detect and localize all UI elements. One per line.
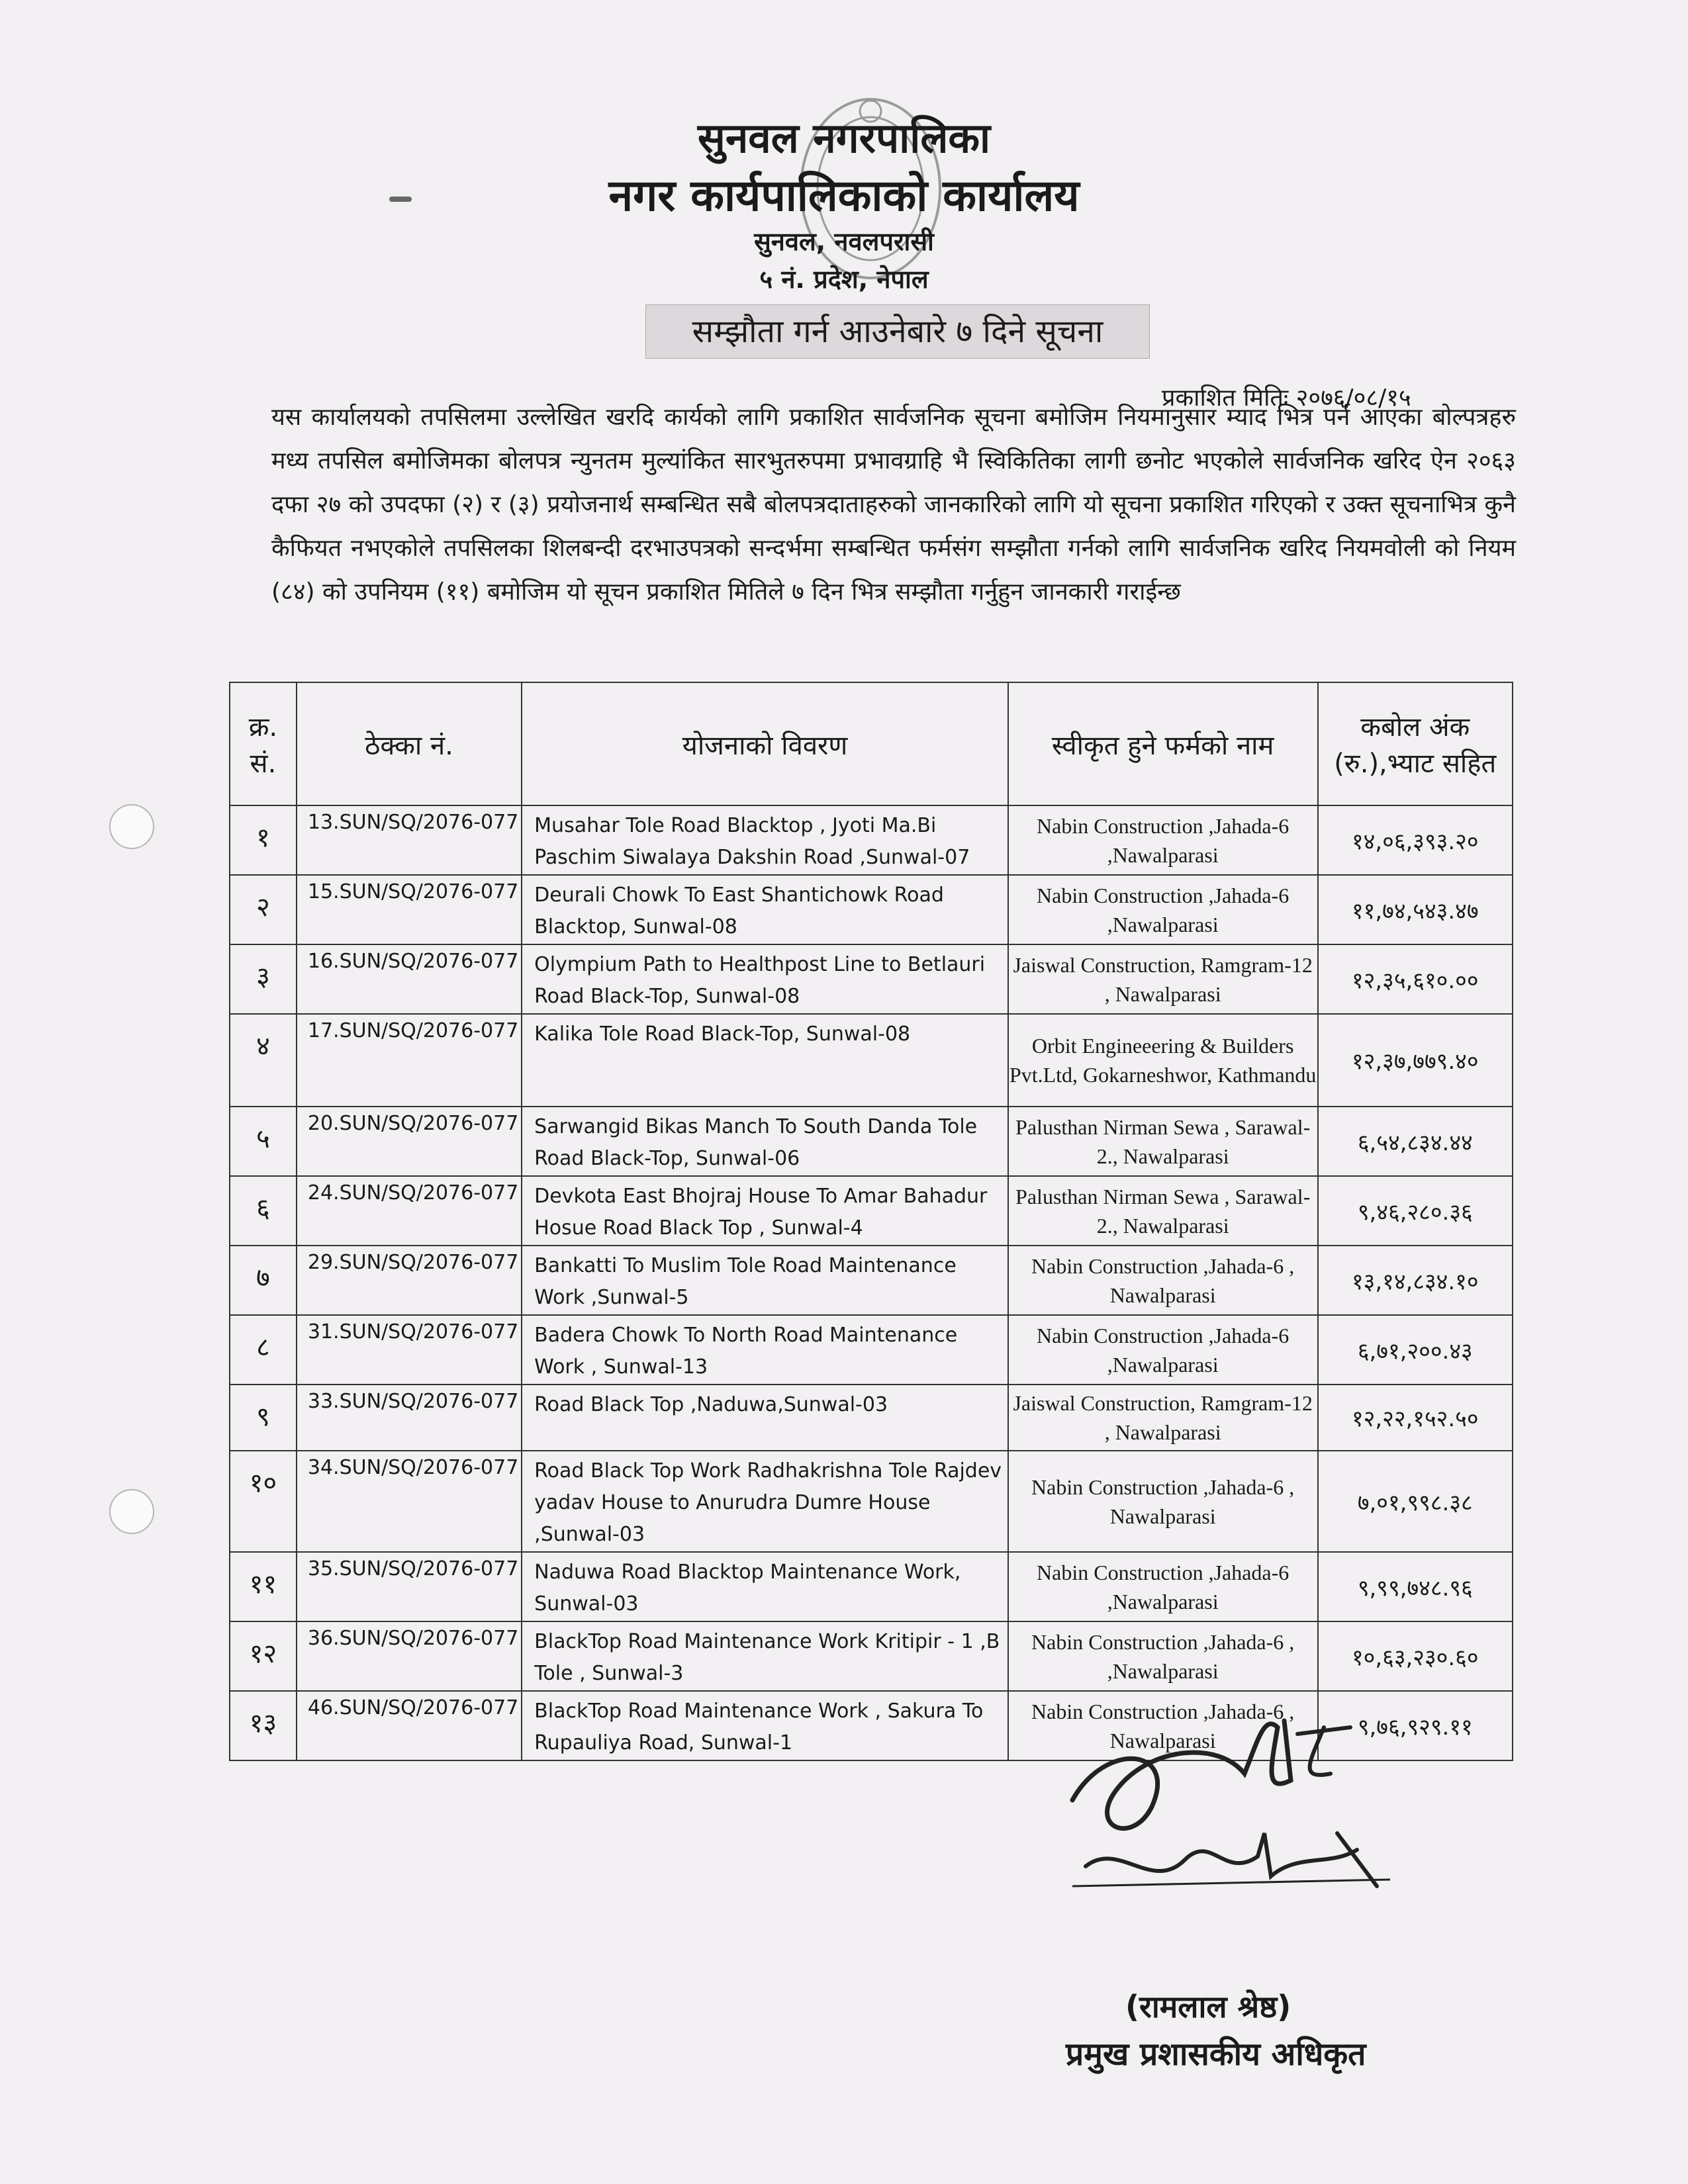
- cell-firm: Nabin Construction ,Jahada-6 , ,Nawalparasi: [1008, 1621, 1318, 1691]
- cell-firm: Nabin Construction ,Jahada-6 ,Nawalparasi: [1008, 875, 1318, 944]
- cell-sn: १: [230, 805, 297, 875]
- cell-amount: १२,२२,१५२.५०: [1318, 1385, 1513, 1451]
- cell-description: Bankatti To Muslim Tole Road Maintenance Work ,Sunwal-5: [522, 1246, 1008, 1315]
- cell-firm: Nabin Construction ,Jahada-6 , Nawalparasi: [1008, 1451, 1318, 1552]
- cell-amount: ९,९९,७४८.९६: [1318, 1552, 1513, 1621]
- notice-title: सम्झौता गर्न आउनेबारे ७ दिने सूचना: [645, 304, 1150, 359]
- table-row: [230, 805, 1513, 875]
- table-row: [230, 944, 1513, 1014]
- cell-amount: १२,३५,६१०.००: [1318, 944, 1513, 1014]
- notice-body: यस कार्यालयको तपसिलमा उल्लेखित खरदि कार्यको लागि प्रकाशित सार्वजनिक सूचना बमोजिम नियमानुसार म्याद भित्र पर्न आएका बोल्पत्रहरु मध्य तपसिल बमोजिमका बोलपत्र न्युनतम मुल्यांकित सारभुतरुपमा प्रभावग्राहि भै स्विकितिका लागी छनोट भएकोले सार्वजनिक खरिद ऐन २०६३ दफा २७ को उपदफा (२) र (३) प्रयोजनार्थ सम्बन्धित सबै बोलपत्रदाताहरुको जानकारिको लागि यो सूचना प्रकाशित गरिएको र उक्त सूचनाभित्र कुनै कैफियत नभएकोले तपसिलका शिलबन्दी दरभाउपत्रको सन्दर्भमा सम्बन्धित फर्मसंग सम्झौता गर्नको लागि सार्वजनिक खरिद नियमवोली को नियम (८४) को उपनियम (११) बमोजिम यो सूचन प्रकाशित मितिले ७ दिन भित्र सम्झौता गर्नुहुन जानकारी गराईन्छ: [271, 404, 1516, 606]
- cell-firm: Nabin Construction ,Jahada-6 , Nawalparasi: [1008, 1691, 1318, 1760]
- punch-hole-top: [109, 804, 154, 849]
- cell-contract-no: 20.SUN/SQ/2076-077: [297, 1107, 522, 1176]
- office-name: नगर कार्यपालिकाको कार्यालय: [608, 170, 1080, 221]
- cell-description: Olympium Path to Healthpost Line to Betlauri Road Black-Top, Sunwal-08: [522, 944, 1008, 1014]
- cell-description: Devkota East Bhojraj House To Amar Bahadur Hosue Road Black Top , Sunwal-4: [522, 1176, 1008, 1246]
- cell-sn: ३: [230, 944, 297, 1014]
- cell-amount: ६,५४,८३४.४४: [1318, 1107, 1513, 1176]
- cell-description: Naduwa Road Blacktop Maintenance Work, Sunwal-03: [522, 1552, 1008, 1621]
- cell-firm: Palusthan Nirman Sewa , Sarawal-2., Nawalparasi: [1008, 1107, 1318, 1176]
- cell-amount: १३,१४,८३४.१०: [1318, 1246, 1513, 1315]
- cell-firm: Nabin Construction ,Jahada-6 ,Nawalparasi: [1008, 1552, 1318, 1621]
- table-row: [230, 875, 1513, 944]
- signatory-name: (रामलाल श्रेष्ठ): [1125, 1989, 1291, 2025]
- cell-amount: ६,७१,२००.४३: [1318, 1315, 1513, 1385]
- header-firm: स्वीकृत हुने फर्मको नाम: [1008, 682, 1318, 805]
- cell-amount: १४,०६,३९३.२०: [1318, 805, 1513, 875]
- office-province: ५ नं. प्रदेश, नेपाल: [759, 265, 929, 294]
- cell-firm: Palusthan Nirman Sewa , Sarawal-2., Nawalparasi: [1008, 1176, 1318, 1246]
- table-row: [230, 1246, 1513, 1315]
- cell-description: Kalika Tole Road Black-Top, Sunwal-08: [522, 1014, 1008, 1107]
- cell-contract-no: 33.SUN/SQ/2076-077: [297, 1385, 522, 1451]
- cell-description: Deurali Chowk To East Shantichowk Road Blacktop, Sunwal-08: [522, 875, 1008, 944]
- cell-firm: Nabin Construction ,Jahada-6 ,Nawalparasi: [1008, 1315, 1318, 1385]
- cell-amount: ९,४६,२८०.३६: [1318, 1176, 1513, 1246]
- table-row: [230, 1552, 1513, 1621]
- cell-sn: १२: [230, 1621, 297, 1691]
- cell-firm: Nabin Construction ,Jahada-6 ,Nawalparasi: [1008, 805, 1318, 875]
- cell-sn: ६: [230, 1176, 297, 1246]
- cell-contract-no: 13.SUN/SQ/2076-077: [297, 805, 522, 875]
- cell-sn: ४: [230, 1014, 297, 1107]
- cell-sn: ७: [230, 1246, 297, 1315]
- table-row: [230, 1014, 1513, 1107]
- table-row: [230, 1451, 1513, 1552]
- cell-contract-no: 36.SUN/SQ/2076-077: [297, 1621, 522, 1691]
- cell-amount: ९,७६,९२९.११: [1318, 1691, 1513, 1760]
- cell-amount: ७,०१,९९८.३८: [1318, 1451, 1513, 1552]
- cell-sn: ८: [230, 1315, 297, 1385]
- table-header-row: [230, 682, 1513, 805]
- table-row: [230, 1385, 1513, 1451]
- table-body: [230, 805, 1513, 1760]
- cell-contract-no: 17.SUN/SQ/2076-077: [297, 1014, 522, 1107]
- cell-amount: १२,३७,७७९.४०: [1318, 1014, 1513, 1107]
- cell-description: BlackTop Road Maintenance Work Kritipir - 1 ,B Tole , Sunwal-3: [522, 1621, 1008, 1691]
- cell-description: Badera Chowk To North Road Maintenance Work , Sunwal-13: [522, 1315, 1008, 1385]
- table-row: [230, 1621, 1513, 1691]
- cell-firm: Orbit Engineeering & Builders Pvt.Ltd, Gokarneshwor, Kathmandu: [1008, 1014, 1318, 1107]
- cell-sn: ९: [230, 1385, 297, 1451]
- cell-contract-no: 31.SUN/SQ/2076-077: [297, 1315, 522, 1385]
- cell-contract-no: 34.SUN/SQ/2076-077: [297, 1451, 522, 1552]
- cell-amount: १०,६३,२३०.६०: [1318, 1621, 1513, 1691]
- cell-contract-no: 16.SUN/SQ/2076-077: [297, 944, 522, 1014]
- cell-amount: ११,७४,५४३.४७: [1318, 875, 1513, 944]
- published-date: प्रकाशित मितिः २०७६/०८/१५: [1162, 385, 1411, 412]
- cell-contract-no: 35.SUN/SQ/2076-077: [297, 1552, 522, 1621]
- cell-firm: Jaiswal Construction, Ramgram-12 , Nawalparasi: [1008, 1385, 1318, 1451]
- cell-sn: १०: [230, 1451, 297, 1552]
- cell-sn: ११: [230, 1552, 297, 1621]
- header-amount: कबोल अंक (रु.),भ्याट सहित: [1318, 682, 1513, 805]
- cell-description: Road Black Top Work Radhakrishna Tole Rajdev yadav House to Anurudra Dumre House ,Sunwal-03: [522, 1451, 1008, 1552]
- tender-table: [229, 682, 1513, 1761]
- table-row: [230, 1176, 1513, 1246]
- cell-sn: ५: [230, 1107, 297, 1176]
- header-sn: क्र. सं.: [230, 682, 297, 805]
- org-name: सुनवल नगरपालिका: [697, 114, 991, 162]
- punch-hole-bottom: [109, 1489, 154, 1534]
- handwritten-signature: [1046, 1701, 1417, 1913]
- cell-description: Musahar Tole Road Blacktop , Jyoti Ma.Bi Paschim Siwalaya Dakshin Road ,Sunwal-07: [522, 805, 1008, 875]
- cell-contract-no: 15.SUN/SQ/2076-077: [297, 875, 522, 944]
- table-row: [230, 1107, 1513, 1176]
- cell-firm: Jaiswal Construction, Ramgram-12 , Nawalparasi: [1008, 944, 1318, 1014]
- header-contract-no: ठेक्का नं.: [297, 682, 522, 805]
- cell-contract-no: 24.SUN/SQ/2076-077: [297, 1176, 522, 1246]
- signatory-title: प्रमुख प्रशासकीय अधिकृत: [1066, 2036, 1366, 2073]
- table-row: [230, 1315, 1513, 1385]
- header-description: योजनाको विवरण: [522, 682, 1008, 805]
- office-address: सुनवल, नवलपरासी: [754, 227, 934, 256]
- cell-sn: २: [230, 875, 297, 944]
- cell-sn: १३: [230, 1691, 297, 1760]
- cell-description: Road Black Top ,Naduwa,Sunwal-03: [522, 1385, 1008, 1451]
- cell-firm: Nabin Construction ,Jahada-6 , Nawalparasi: [1008, 1246, 1318, 1315]
- cell-description: BlackTop Road Maintenance Work , Sakura To Rupauliya Road, Sunwal-1: [522, 1691, 1008, 1760]
- cell-contract-no: 46.SUN/SQ/2076-077: [297, 1691, 522, 1760]
- cell-description: Sarwangid Bikas Manch To South Danda Tole Road Black-Top, Sunwal-06: [522, 1107, 1008, 1176]
- cell-contract-no: 29.SUN/SQ/2076-077: [297, 1246, 522, 1315]
